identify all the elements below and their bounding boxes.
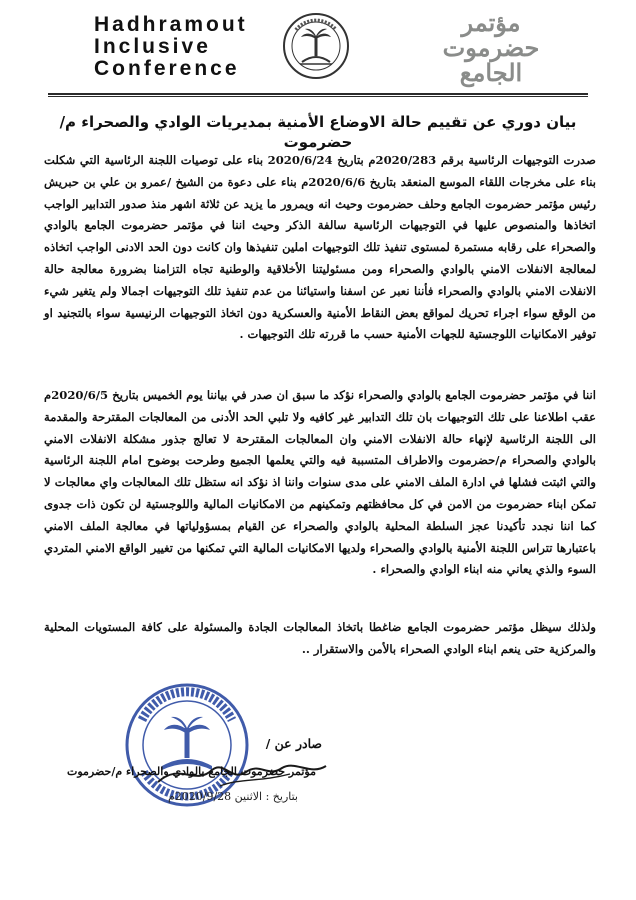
- english-name-line-3: Conference: [94, 57, 240, 80]
- arabic-org-name: [406, 10, 576, 85]
- english-name-line-1: Hadhramout: [94, 13, 248, 36]
- body-paragraph-2: اننا في مؤتمر حضرموت الجامع بالوادي والصحراء نؤكد ما سبق ان صدر في بياننا يوم الخميس بتاريخ 2020/6/5م عقب اطلاعنا على تلك التوجيهات بان تلك التدابير غير كافيه ولا تلبي الحد الأدنى من المعالجات المقترحة والمقدمة الى اللجنة الرئاسية لإنهاء حالة الانفلات الامني وان المعالجات المقترحة لا تعالج جذور مشكلة الانفلات الامني بالوادي والصحراء م/حضرموت والاطراف المتسببة فيه والتي يعلمها الجميع وطرحت بوضوح امام اللجنة الرئاسية والتي اثبتت فشلها في ادارة الملف الامني على مدى سنوات واننا اذ نؤكد انه ستظل تلك المعالجات واي معالجات لا تمكن ابناء حضرموت من الامن في كل محافظتهم وتمكينهم من الامكانيات المالية واللوجستية لن تكون ذات جدوى كما اننا نجدد تأكيدنا عجز السلطة المحلية بالوادي والصحراء عن القيام بمسؤولياتها في معالجة الملف الامني باعتبارها تتراس اللجنة الأمنية بالوادي والصحراء ولديها الامكانيات المالية التي تمكنها من تغيير الواقع الامني المتردي السوء والذي يعاني منه ابناء الوادي والصحراء .: [44, 388, 596, 577]
- arabic-name-line-2: حضرموت: [442, 33, 540, 62]
- arabic-name-line-3: الجامع: [459, 58, 523, 87]
- header-divider: [48, 93, 588, 95]
- english-org-name: [94, 14, 264, 80]
- body-paragraph-1: صدرت التوجيهات الرئاسية برقم 2020/283م بتاريخ 2020/6/24 بناء على توصيات اللجنة الرئاسية التي شكلت بناء على مخرجات اللقاء الموسع المنعقد بتاريخ 2020/6/6م بناء على دعوة من الشيخ /عمرو بن علي بن حبريش رئيس مؤتمر حضرموت الجامع وحلف حضرموت وحيث انه ويمرور ما يزيد عن ثلاثة اشهر منذ صدور التدابير الواجب اتخاذها والمنصوص عليها في التوجيهات الرئاسية سالفة الذكر وحيث اننا في مؤتمر حضرموت الجامع بالوادي والصحراء على رقابه مستمرة لمستوى تنفيذ تلك التوجيهات املين تنفيذها وان كانت دون الحد الادنى الواجب اتخاذه لمعالجة الانفلات الامني بالوادي والصحراء ومن مسئوليتنا الأخلاقية والوطنية تجاه التزامنا بضرورة معالجة حالة الانفلات الامني بالوادي والصحراء فأننا نعبر عن اسفنا واستيائنا من عدم تنفيذ تلك التوجيهات اجمالا ولم يتغير شيء من الوقع سواء اجراء تحريك لمواقع بعض النقاط الأمنية والعسكرية دون اتخاذ التوجيهات الرنيسية سواء بالتجنيد او توفير الامكانيات اللوجستية للجهات الأمنية حسب ما قررته تلك التوجيهات .: [44, 153, 596, 342]
- arabic-name-line-1: مؤتمر: [461, 8, 521, 37]
- english-name-line-2: Inclusive: [94, 35, 211, 58]
- body-paragraph-3: ولذلك سيظل مؤتمر حضرموت الجامع ضاغطا باتخاذ المعالجات الجادة والمسئولة على كافة المستويات المحلية والمركزية حتى ينعم ابناء الوادي الصحراء بالأمن والاستقرار ..: [44, 620, 596, 656]
- header-divider-thin: [48, 96, 588, 97]
- signature-organization: مؤتمر حضرموت الجامع بالوادي والصحراء م/حضرموت: [67, 765, 316, 778]
- document-title: بيان دوري عن تقييم حالة الاوضاع الأمنية بمديريات الوادي والصحراء م/حضرموت: [59, 113, 577, 151]
- issued-from-label: صادر عن /: [265, 736, 322, 751]
- conference-emblem-icon: [282, 12, 350, 80]
- signature-date: بتاريخ : الاثنين 2020/9/28م: [167, 790, 298, 803]
